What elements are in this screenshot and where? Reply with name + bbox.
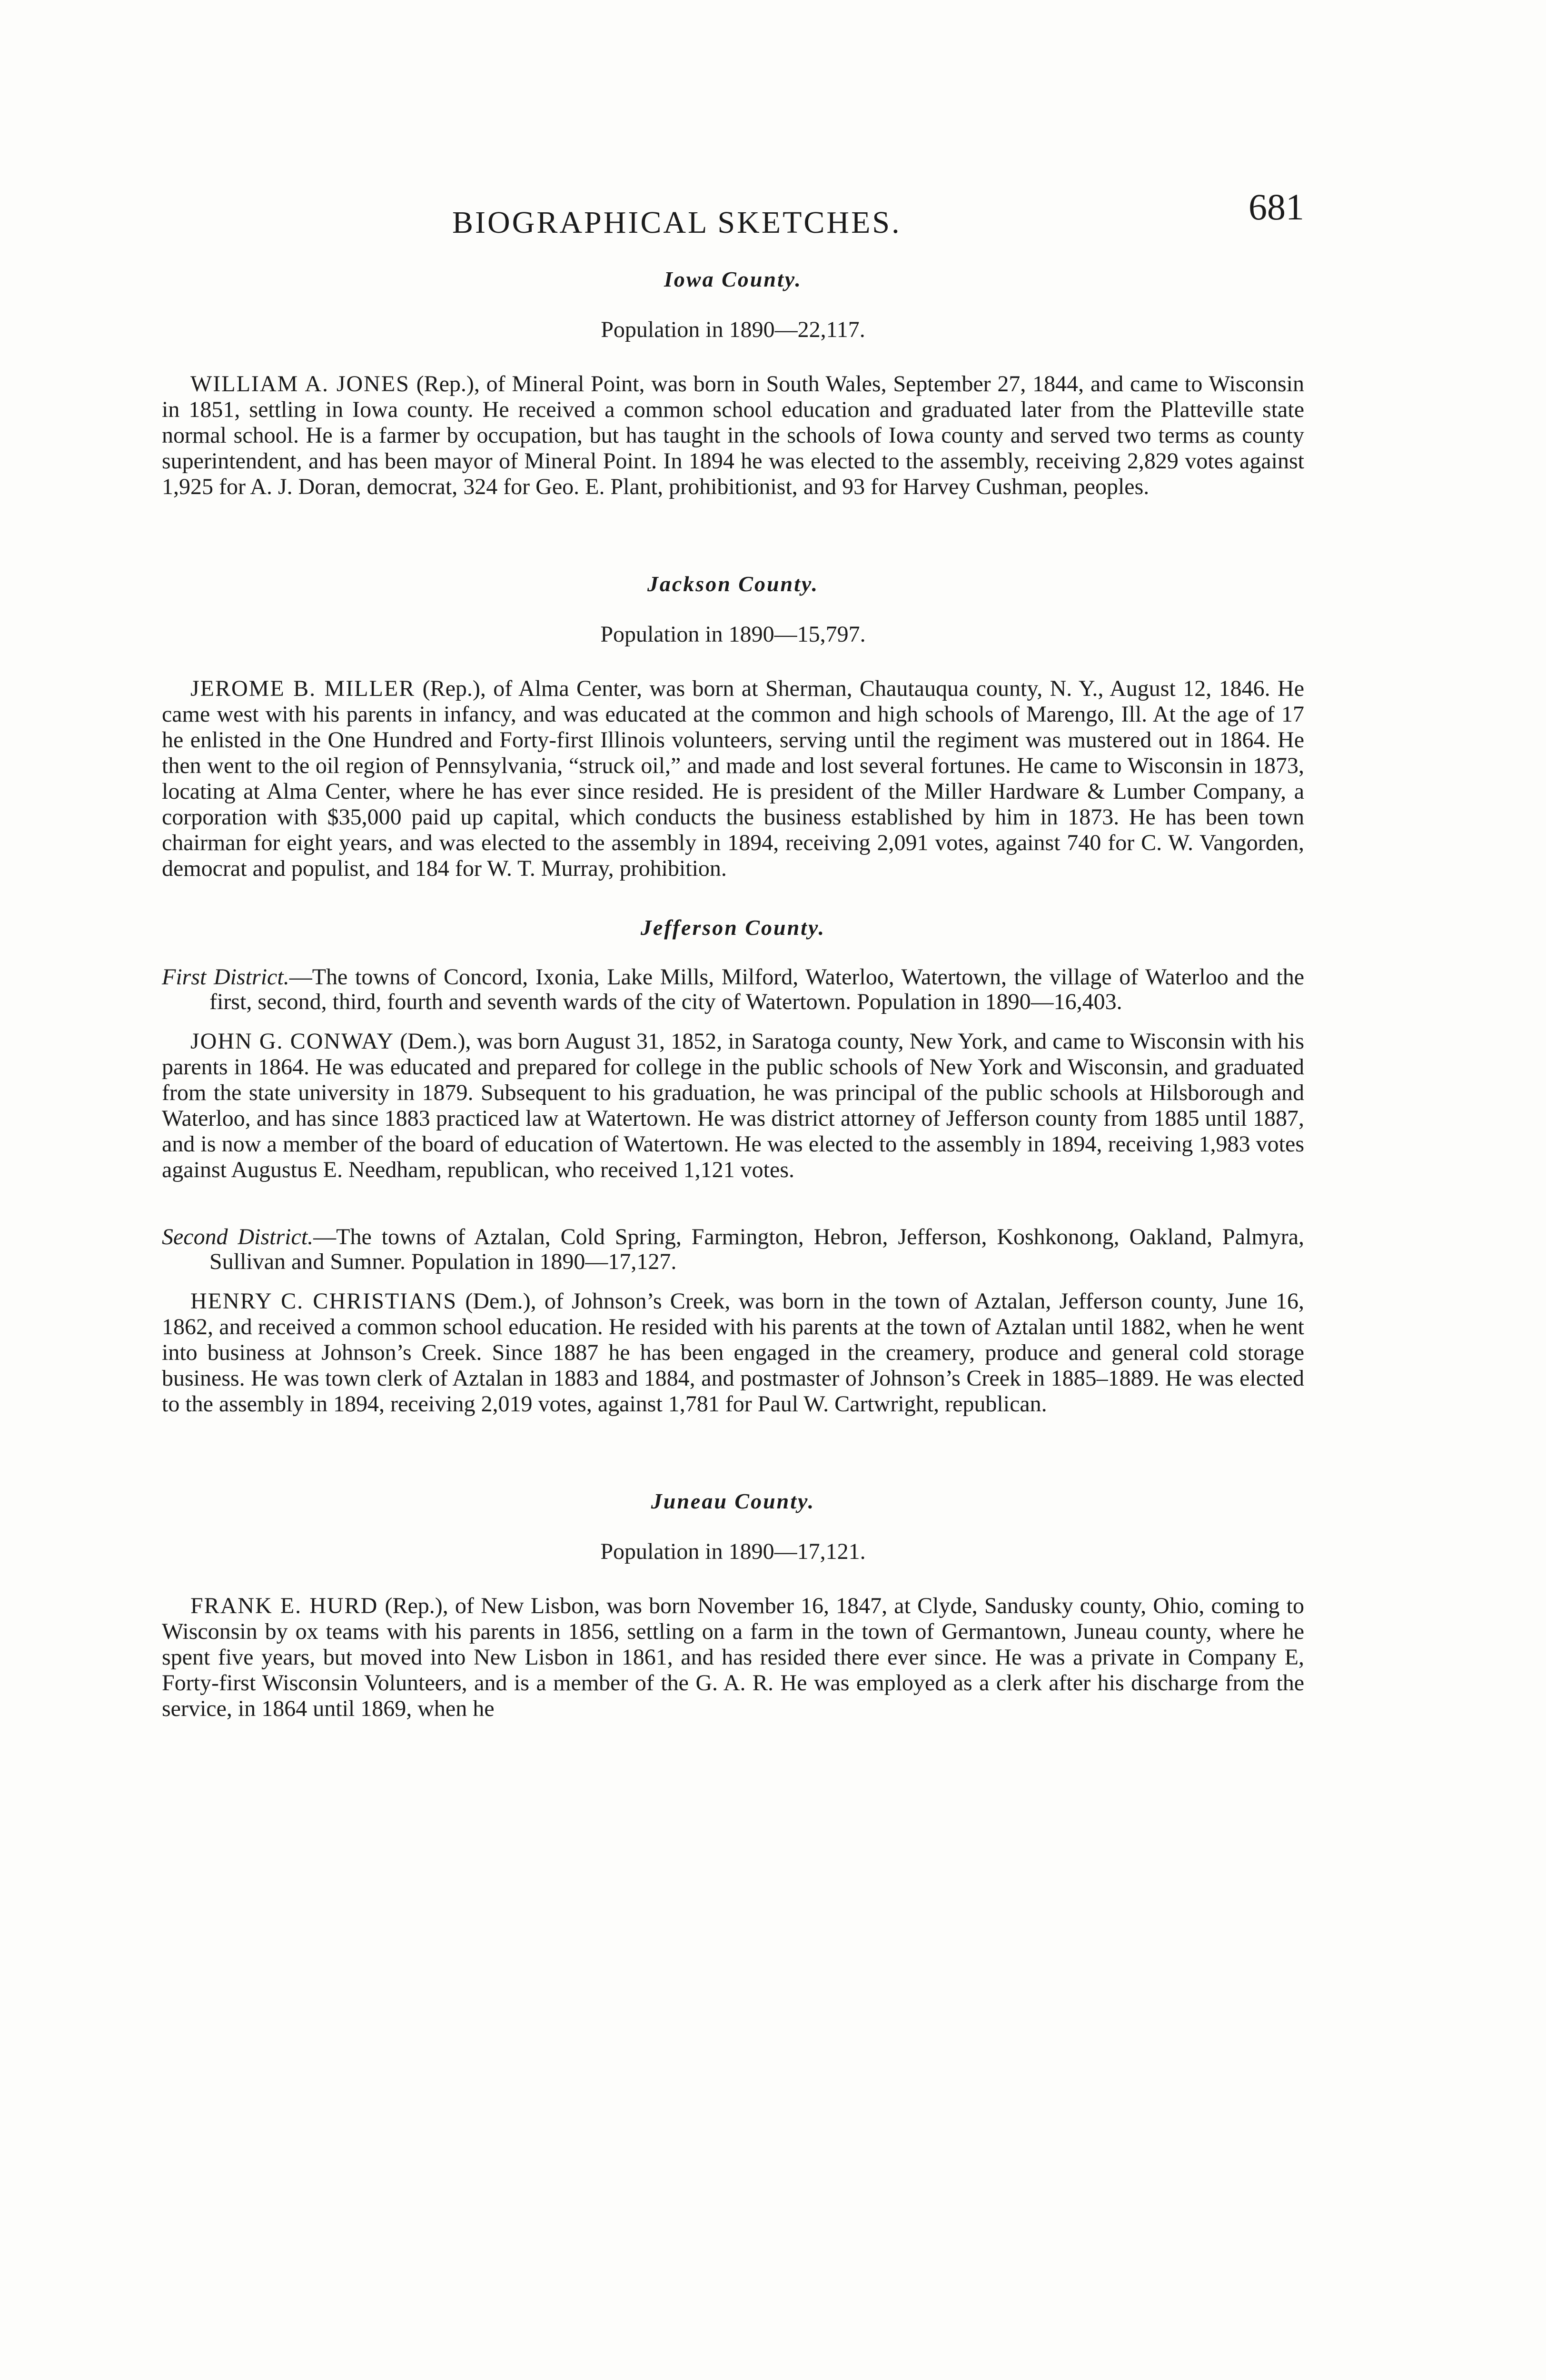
county-heading: Jefferson County. <box>640 915 826 940</box>
biography-paragraph <box>162 371 1304 500</box>
section-jackson-county <box>162 571 1304 882</box>
section-iowa-county <box>162 267 1304 500</box>
biography-paragraph <box>162 676 1304 882</box>
biography-text: (Dem.), was born August 31, 1852, in Saratoga county, New York, and came to Wisconsin with his parents in 1864. He was educated and prepared for college in the public schools of New York and Wisconsin, and graduated from the state university in 1879. Subsequent to his graduation, he was principal of the public schools at Hilsborough and Waterloo, and has since 1883 practiced law at Watertown. He was district attorney of Jefferson county from 1885 until 1887, and is now a member of the board of education of Watertown. He was elected to the assembly in 1894, receiving 1,983 votes against Augustus E. Needham, republican, who received 1,121 votes. <box>162 1029 1304 1182</box>
population-line: Population in 1890—15,797. <box>600 622 866 647</box>
spacer <box>162 500 1304 571</box>
member-name: HENRY C. CHRISTIANS <box>190 1289 457 1314</box>
biography-text: (Rep.), of New Lisbon, was born November 16, 1847, at Clyde, Sandusky county, Ohio, coming to Wisconsin by ox teams with his parents in 1856, settling on a farm in the town of Germantown, Juneau county, where he spent five years, but moved into New Lisbon in 1861, and has resided there ever since. He was a private in Company E, Forty-first Wisconsin Volunteers, and is a member of the G. A. R. He was employed as a clerk after his discharge from the service, in 1864 until 1869, when he <box>162 1593 1305 1721</box>
member-name: WILLIAM A. JONES <box>190 371 410 397</box>
biography-paragraph <box>162 1593 1304 1722</box>
district-text: —The towns of Aztalan, Cold Spring, Farmington, Hebron, Jefferson, Koshkonong, Oakland, Palmyra, Sullivan and Sumner. Population in 1890—17,127. <box>209 1224 1305 1274</box>
biography-text: (Rep.), of Alma Center, was born at Sherman, Chautauqua county, N. Y., August 12, 1846. He came west with his parents in infancy, and was educated at the common and high schools of Marengo, Ill. At the age of 17 he enlisted in the One Hundred and Forty-first Illinois volunteers, serving until the regiment was mustered out in 1864. He then went to the oil region of Pennsylvania, “struck oil,” and made and lost several fortunes. He came to Wisconsin in 1873, locating at Alma Center, where he has ever since resided. He is president of the Miller Hardware & Lumber Company, a corporation with $35,000 paid up capital, which conducts the business established by him in 1873. He has been town chairman for eight years, and was elected to the assembly in 1894, receiving 2,091 votes, against 740 for C. W. Vangorden, democrat and populist, and 184 for W. T. Murray, prohibition. <box>162 676 1304 881</box>
county-heading: Juneau County. <box>651 1489 815 1513</box>
district-description <box>162 965 1304 1014</box>
page-body <box>162 267 1304 1722</box>
member-name: JOHN G. CONWAY <box>190 1029 394 1054</box>
spacer <box>162 1417 1304 1488</box>
section-jefferson-county <box>162 915 1304 1417</box>
population-line: Population in 1890—17,121. <box>600 1539 866 1564</box>
running-head <box>162 186 1304 243</box>
district-text: —The towns of Concord, Ixonia, Lake Mills, Milford, Waterloo, Watertown, the village of Waterloo and the first, second, third, fourth and seventh wards of the city of Watertown. Population in 1890—16,403. <box>209 964 1305 1014</box>
biography-paragraph <box>162 1289 1304 1417</box>
county-heading: Jackson County. <box>647 572 819 596</box>
county-heading: Iowa County. <box>664 267 802 291</box>
member-name: FRANK E. HURD <box>190 1593 378 1618</box>
member-name: JEROME B. MILLER <box>190 676 416 701</box>
spacer <box>162 1183 1304 1225</box>
district-label: Second District. <box>162 1224 314 1250</box>
biography-text: (Rep.), of Mineral Point, was born in South Wales, September 27, 1844, and came to Wisconsin in 1851, settling in Iowa county. He received a common school education and graduated later from the Platteville state normal school. He is a farmer by occupation, but has taught in the schools of Iowa county and served two terms as county superintendent, and has been mayor of Mineral Point. In 1894 he was elected to the assembly, receiving 2,829 votes against 1,925 for A. J. Doran, democrat, 324 for Geo. E. Plant, prohibitionist, and 93 for Harvey Cushman, peoples. <box>162 371 1305 499</box>
district-label: First District. <box>162 964 289 990</box>
spacer <box>162 882 1304 915</box>
section-juneau-county <box>162 1488 1304 1722</box>
population-line: Population in 1890—22,117. <box>601 317 865 342</box>
biography-text: (Dem.), of Johnson’s Creek, was born in the town of Aztalan, Jefferson county, June 16, 1862, and received a common school education. He resided with his parents at the town of Aztalan until 1882, when he went into business at Johnson’s Creek. Since 1887 he has been engaged in the creamery, produce and general cold storage business. He was town clerk of Aztalan in 1883 and 1884, and postmaster of Johnson’s Creek in 1885–1889. He was elected to the assembly in 1894, receiving 2,019 votes, against 1,781 for Paul W. Cartwright, republican. <box>162 1289 1305 1417</box>
running-title: BIOGRAPHICAL SKETCHES. <box>452 205 902 240</box>
page-number: 681 <box>1249 186 1304 228</box>
district-description <box>162 1225 1304 1274</box>
biography-paragraph <box>162 1029 1304 1183</box>
